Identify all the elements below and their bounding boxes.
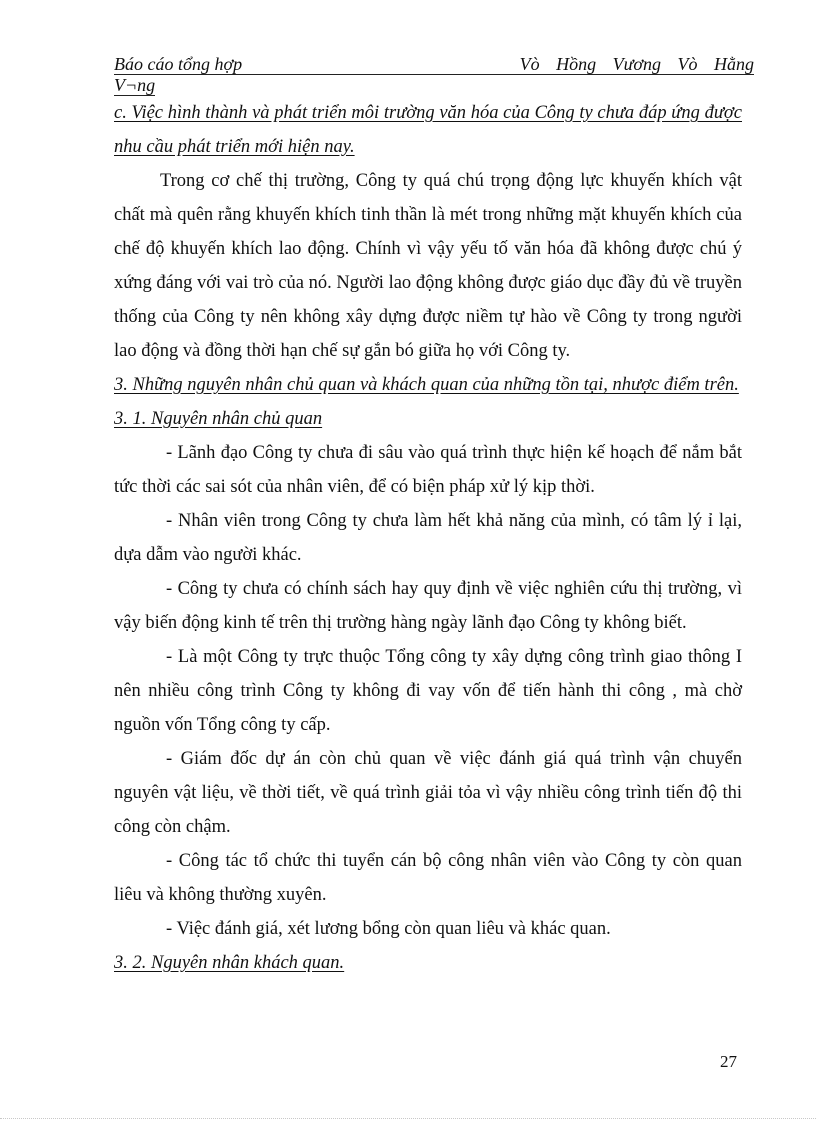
section-heading-3: 3. Những nguyên nhân chủ quan và khách quan của những tồn tại, nhược điểm trên.	[114, 375, 739, 395]
cause-item: - Công ty chưa có chính sách hay quy định về việc nghiên cứu thị trường, vì vậy biến động kinh tế trên thị trường hàng ngày lãnh đạo Công ty không biết.	[114, 579, 742, 633]
header-line	[114, 54, 754, 75]
body-content	[114, 96, 742, 980]
subsection-heading-3-2: 3. 2. Nguyên nhân khách quan.	[114, 953, 345, 973]
page-header	[114, 54, 754, 94]
cause-item: - Là một Công ty trực thuộc Tổng công ty xây dựng công trình giao thông I nên nhiều công trình Công ty không đi vay vốn để tiến hành thi công , mà chờ nguồn vốn Tổng công ty cấp.	[114, 647, 742, 735]
cause-item: - Việc đánh giá, xét lương bổng còn quan liêu và khác quan.	[166, 919, 611, 939]
page-bottom-divider	[0, 1118, 816, 1119]
header-title: Báo cáo tổng hợp	[114, 54, 243, 74]
paragraph-culture: Trong cơ chế thị trường, Công ty quá chú trọng động lực khuyến khích vật chất mà quên rằng khuyến khích tinh thần là mét trong những mặt khuyến khích của chế độ khuyến khích lao động. Chính vì vậy yếu tố văn hóa đã không được chú ý xứng đáng với vai trò của nó. Người lao động không được giáo dục đầy đủ về truyền thống của Công ty nên không xây dựng được niềm tự hào về Công ty trong người lao động và đồng thời hạn chế sự gắn bó giữa họ với Công ty.	[114, 171, 742, 361]
cause-item: - Nhân viên trong Công ty chưa làm hết khả năng của mình, có tâm lý ỉ lại, dựa dẫm vào người khác.	[114, 511, 742, 565]
page-number: 27	[720, 1052, 737, 1071]
subsection-heading-3-1: 3. 1. Nguyên nhân chủ quan	[114, 409, 323, 429]
header-author-continued: V¬ng	[114, 75, 156, 95]
cause-item: - Lãnh đạo Công ty chưa đi sâu vào quá trình thực hiện kế hoạch để nắm bắt tức thời các sai sót của nhân viên, để có biện pháp xử lý kịp thời.	[114, 443, 742, 497]
cause-item: - Công tác tổ chức thi tuyển cán bộ công nhân viên vào Công ty còn quan liêu và không thường xuyên.	[114, 851, 742, 905]
header-author: Vò Hồng Vương Vò Hằng	[519, 54, 754, 74]
section-heading-c: c. Việc hình thành và phát triển môi trường văn hóa của Công ty chưa đáp ứng được nhu cầu phát triển mới hiện nay.	[114, 103, 742, 157]
cause-item: - Giám đốc dự án còn chủ quan về việc đánh giá quá trình vận chuyển nguyên vật liệu, về thời tiết, về quá trình giải tỏa vì vậy nhiều công trình tiến độ thi công còn chậm.	[114, 749, 742, 837]
